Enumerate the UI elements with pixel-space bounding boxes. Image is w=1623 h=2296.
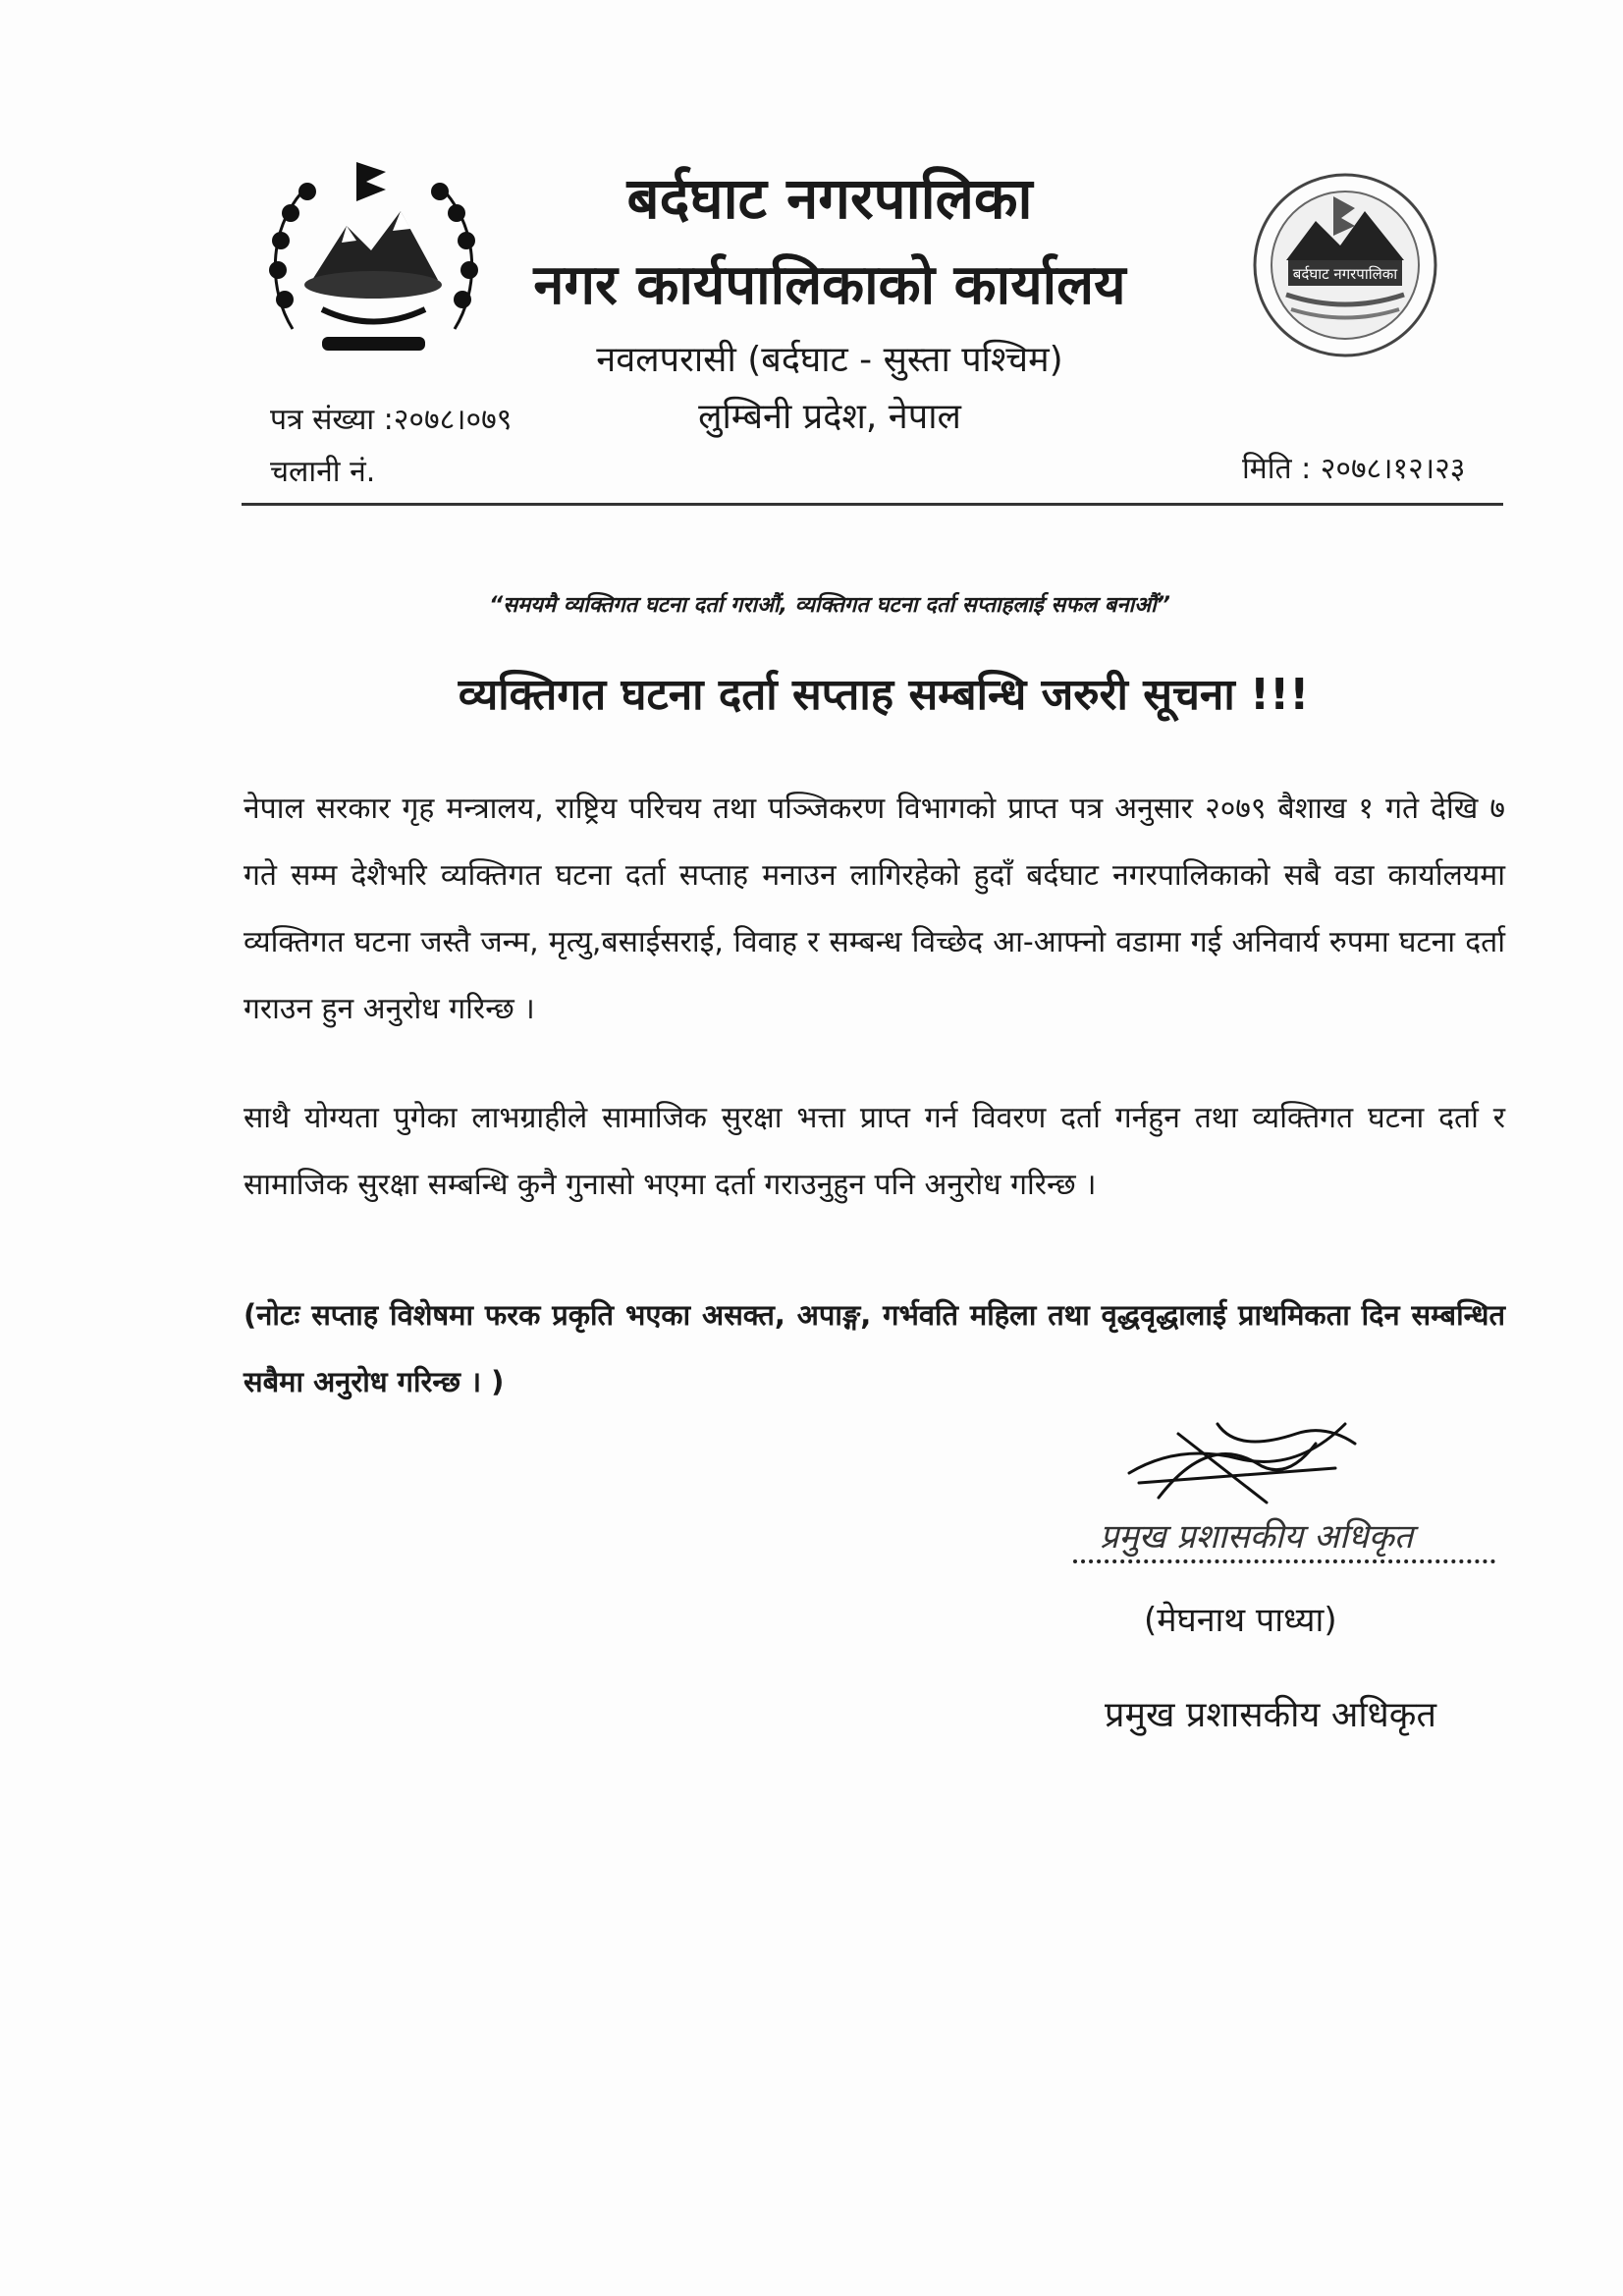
handwritten-signature-icon — [1119, 1404, 1375, 1522]
nepal-government-emblem-icon — [263, 152, 484, 363]
stamp-label: प्रमुख प्रशासकीय अधिकृत — [1100, 1517, 1414, 1557]
letter-date: मिति : २०७८।१२।२३ — [1242, 452, 1466, 486]
dispatch-number: चलानी नं. — [270, 455, 376, 489]
address-line-2: लुम्बिनी प्रदेश, नेपाल — [698, 397, 961, 437]
office-name: नगर कार्यपालिकाको कार्यालय — [533, 253, 1126, 317]
letter-number: पत्र संख्या :२०७८।०७९ — [270, 403, 513, 437]
officer-title: प्रमुख प्रशासकीय अधिकृत — [1105, 1695, 1436, 1735]
body-paragraph-1: नेपाल सरकार गृह मन्त्रालय, राष्ट्रिय परिचय तथा पञ्जिकरण विभागको प्राप्त पत्र अनुसार २०७९ बैशाख १ गते देखि ७ गते सम्म देशैभरि व्यक्तिगत घटना दर्ता सप्ताह मनाउन लागिरहेको हुदाँ बर्दघाट नगरपालिकाको सबै वडा कार्यालयमा व्यक्तिगत घटना जस्तै जन्म, मृत्यु,बसाईसराई, विवाह र सम्बन्ध विच्छेद आ-आफ्नो वडामा गई अनिवार्य रुपमा घटना दर्ता गराउन हुन अनुरोध गरिन्छ । — [243, 792, 1505, 1026]
note-paragraph: (नोटः सप्ताह विशेषमा फरक प्रकृति भएका असक्त, अपाङ्ग, गर्भवति महिला तथा वृद्धवृद्धालाई प्राथमिकता दिन सम्बन्धित सबैमा अनुरोध गरिन्छ । ) — [243, 1298, 1505, 1398]
bardaghat-municipality-logo-icon — [1247, 167, 1443, 363]
slogan: “समयमै व्यक्तिगत घटना दर्ता गराऔं, व्यक्तिगत घटना दर्ता सप्ताहलाई सफल बनाऔं” — [489, 593, 1170, 618]
officer-name: (मेघनाथ पाध्या) — [1144, 1601, 1337, 1640]
right-emblem-text: बर्दघाट नगरपालिका — [1292, 265, 1398, 283]
address-line-1: नवलपरासी (बर्दघाट - सुस्ता पश्चिम) — [596, 340, 1063, 380]
notice-title: व्यक्तिगत घटना दर्ता सप्ताह सम्बन्धि जरुरी सूचना !!! — [458, 670, 1310, 720]
body-paragraph-2: साथै योग्यता पुगेका लाभग्राहीले सामाजिक सुरक्षा भत्ता प्राप्त गर्न विवरण दर्ता गर्नहुन तथा व्यक्तिगत घटना दर्ता र सामाजिक सुरक्षा सम्बन्धि कुनै गुनासो भएमा दर्ता गराउनुहुन पनि अनुरोध गरिन्छ । — [243, 1101, 1505, 1202]
municipality-name: बर्दघाट नगरपालिका — [626, 165, 1033, 232]
header-divider — [242, 503, 1503, 506]
signature-line — [1073, 1559, 1495, 1563]
